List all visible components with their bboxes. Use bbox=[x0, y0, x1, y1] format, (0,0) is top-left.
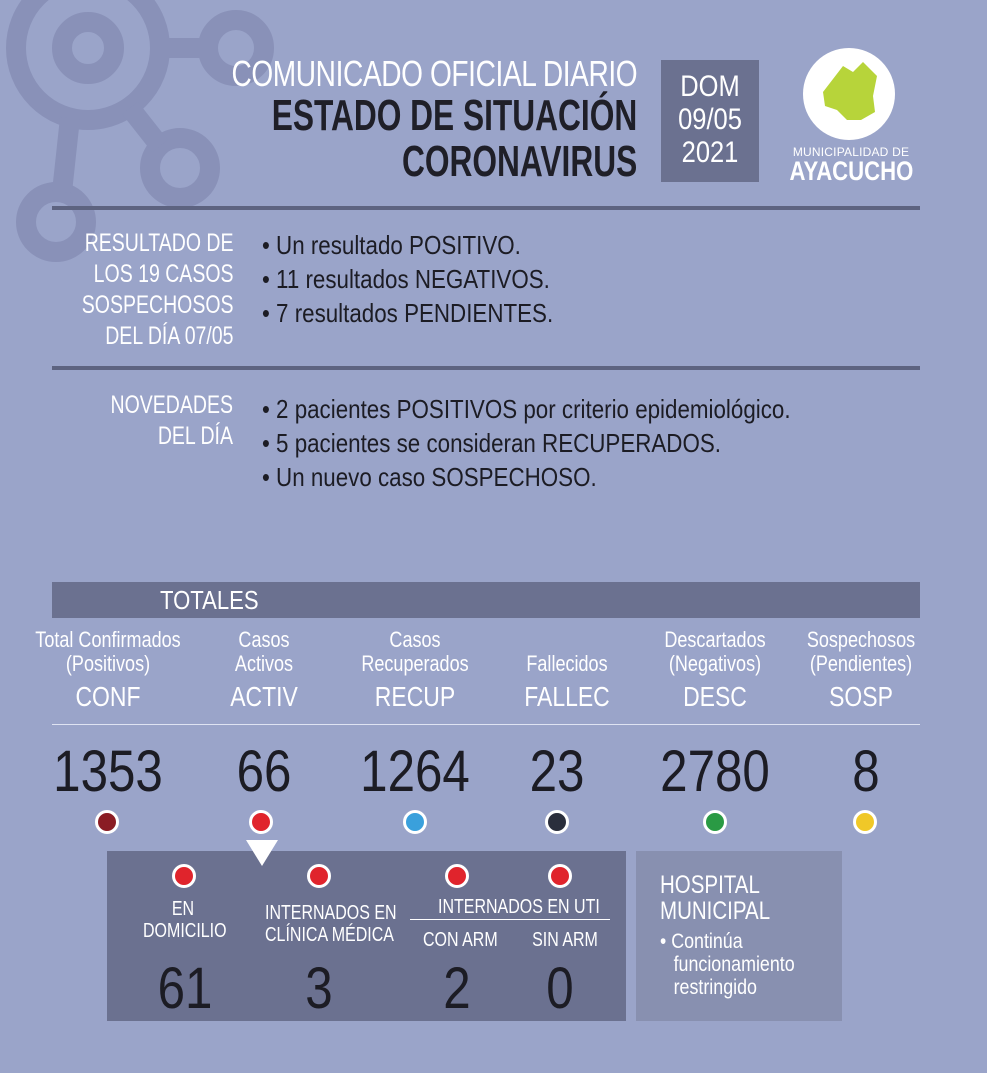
dot-clinica-icon bbox=[307, 864, 331, 888]
column-head-1: Total Confirmados bbox=[35, 627, 181, 652]
con-arm-label: CON ARM bbox=[423, 929, 498, 951]
list-item: • 2 pacientes POSITIVOS por criterio epidemiológico. bbox=[262, 392, 791, 426]
column-head-2: Activos bbox=[234, 651, 294, 676]
sin-arm-label: SIN ARM bbox=[532, 929, 598, 951]
divider-top bbox=[52, 206, 920, 210]
column-conf bbox=[18, 628, 198, 714]
results-label-line: LOS 19 CASOS bbox=[93, 260, 234, 288]
column-code: FALLEC bbox=[524, 681, 610, 712]
dot-activ-icon bbox=[249, 810, 273, 834]
column-head-1: Casos bbox=[389, 627, 441, 652]
dot-conf-icon bbox=[95, 810, 119, 834]
dot-desc-icon bbox=[703, 810, 727, 834]
column-sosp bbox=[771, 628, 951, 714]
value-recup: 1264 bbox=[360, 739, 470, 804]
clinica-label-line: CLÍNICA MÉDICA bbox=[265, 924, 394, 946]
uti-label: INTERNADOS EN UTI bbox=[438, 896, 600, 918]
date-year: 2021 bbox=[681, 136, 739, 169]
column-head-2: (Negativos) bbox=[668, 651, 762, 676]
uti-divider bbox=[410, 919, 610, 920]
hospital-title-line: HOSPITAL bbox=[660, 871, 760, 899]
domicilio-label-line: EN bbox=[171, 898, 195, 920]
totals-header bbox=[52, 582, 920, 618]
list-item: • 7 resultados PENDIENTES. bbox=[262, 296, 553, 330]
value-domicilio: 61 bbox=[157, 956, 213, 1021]
hospital-status-line: restringido bbox=[673, 976, 757, 999]
domicilio-label-line: DOMICILIO bbox=[143, 920, 227, 942]
list-item: • Un nuevo caso SOSPECHOSO. bbox=[262, 460, 791, 494]
domicilio-label bbox=[143, 898, 227, 942]
value-sin-arm: 0 bbox=[546, 956, 574, 1021]
value-activ: 66 bbox=[236, 739, 292, 804]
dot-fallec-icon bbox=[545, 810, 569, 834]
hospital-title-line: MUNICIPAL bbox=[660, 897, 771, 925]
results-label-line: DEL DÍA 07/05 bbox=[104, 322, 234, 350]
column-code: ACTIV bbox=[230, 681, 298, 712]
column-code: RECUP bbox=[374, 681, 456, 712]
logo-line-1: MUNICIPALIDAD DE bbox=[792, 145, 910, 159]
divider-middle bbox=[52, 366, 920, 370]
column-head-2: (Positivos) bbox=[65, 651, 151, 676]
news-label-line: DEL DÍA bbox=[157, 422, 233, 450]
column-head-2: Recuperados bbox=[361, 651, 469, 676]
logo-line-2: AYACUCHO bbox=[789, 156, 914, 186]
news-label bbox=[111, 390, 233, 452]
dot-sin-arm-icon bbox=[548, 864, 572, 888]
dot-sosp-icon bbox=[853, 810, 877, 834]
title-line-2: ESTADO DE SITUACIÓN bbox=[271, 91, 637, 140]
hospital-status-line: • Continúa bbox=[660, 930, 743, 953]
totals-label: TOTALES bbox=[160, 585, 259, 615]
totals-divider bbox=[52, 724, 920, 725]
date-box bbox=[661, 60, 759, 182]
date-date: 09/05 bbox=[678, 103, 742, 136]
title-line-1: COMUNICADO OFICIAL DIARIO bbox=[231, 53, 637, 94]
page-title bbox=[117, 53, 637, 186]
value-conf: 1353 bbox=[53, 739, 163, 804]
column-head-1: Casos bbox=[238, 627, 290, 652]
dot-domicilio-icon bbox=[172, 864, 196, 888]
hospital-status-line: funcionamiento bbox=[673, 953, 795, 976]
value-con-arm: 2 bbox=[443, 956, 471, 1021]
column-head-1: Fallecidos bbox=[526, 651, 608, 676]
results-label bbox=[81, 228, 233, 352]
list-item: • 11 resultados NEGATIVOS. bbox=[262, 262, 553, 296]
value-desc: 2780 bbox=[660, 739, 770, 804]
title-line-3: CORONAVIRUS bbox=[401, 137, 637, 186]
value-clinica: 3 bbox=[305, 956, 333, 1021]
dot-recup-icon bbox=[403, 810, 427, 834]
date-day: DOM bbox=[680, 70, 740, 103]
list-item: • Un resultado POSITIVO. bbox=[262, 228, 553, 262]
value-fallec: 23 bbox=[529, 739, 585, 804]
column-code: DESC bbox=[683, 681, 747, 712]
clinica-label bbox=[265, 902, 397, 946]
logo-text bbox=[776, 146, 926, 185]
pointer-arrow-icon bbox=[246, 840, 278, 866]
list-item: • 5 pacientes se consideran RECUPERADOS. bbox=[262, 426, 791, 460]
results-label-line: SOSPECHOSOS bbox=[81, 291, 233, 319]
column-head-1: Descartados bbox=[664, 627, 766, 652]
hospital-title bbox=[660, 872, 770, 924]
clinica-label-line: INTERNADOS EN bbox=[265, 902, 397, 924]
hospital-status bbox=[660, 930, 795, 999]
column-head-1: Sospechosos bbox=[806, 627, 916, 652]
results-label-line: RESULTADO DE bbox=[84, 229, 233, 257]
ayacucho-map-icon bbox=[803, 48, 895, 140]
news-list bbox=[262, 392, 791, 494]
dot-con-arm-icon bbox=[445, 864, 469, 888]
value-sosp: 8 bbox=[852, 739, 880, 804]
municipality-logo bbox=[803, 48, 895, 140]
column-code: SOSP bbox=[829, 681, 893, 712]
news-label-line: NOVEDADES bbox=[110, 391, 233, 419]
results-list bbox=[262, 228, 553, 330]
column-code: CONF bbox=[75, 681, 141, 712]
column-head-2: (Pendientes) bbox=[809, 651, 913, 676]
